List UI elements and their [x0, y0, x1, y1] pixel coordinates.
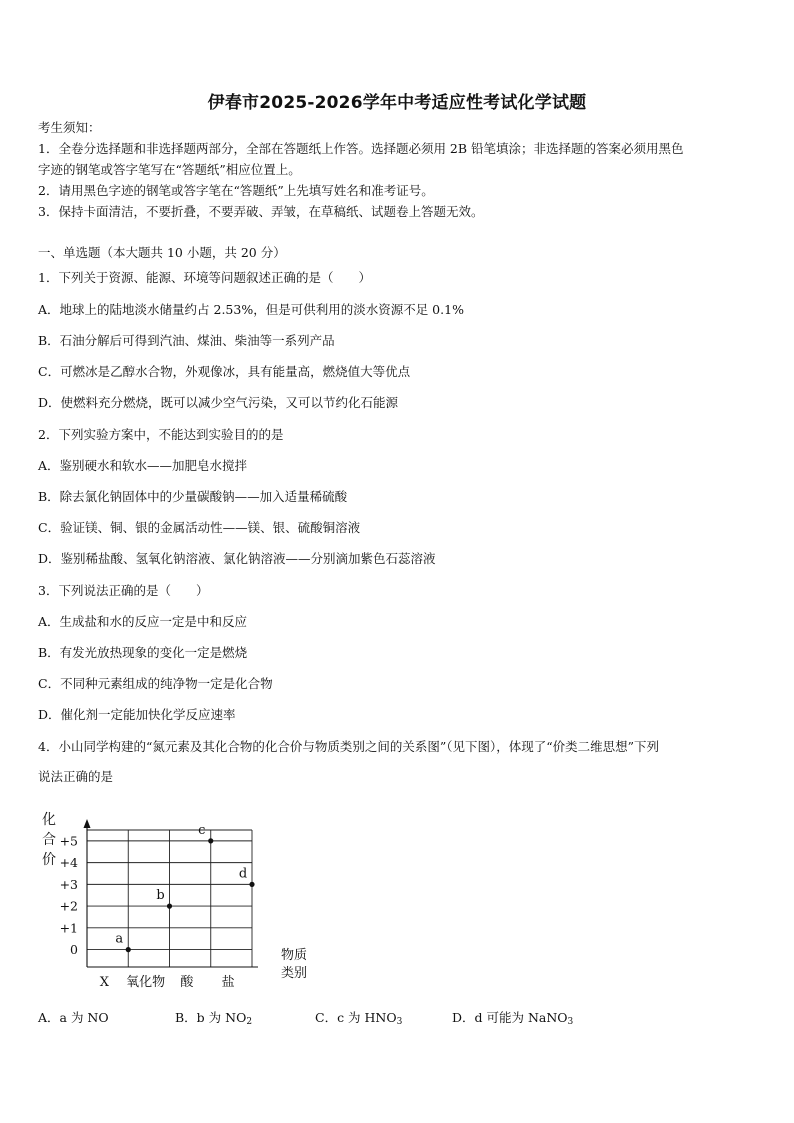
data-point-label: c — [198, 822, 206, 838]
question-stem: 1．下列关于资源、能源、环境等问题叙述正确的是（ ） — [38, 270, 371, 285]
data-point — [208, 838, 213, 843]
section-heading: 一、单选题（本大题共 10 小题，共 20 分） — [38, 245, 286, 260]
valence-category-chart — [30, 800, 330, 995]
x-tick-label: X — [99, 975, 109, 990]
data-point-label: d — [238, 866, 248, 882]
option-d[interactable]: D．d 可能为 NaNO$_3$ — [452, 1010, 574, 1027]
x-axis-label: 物质 — [280, 948, 308, 963]
y-axis-arrow — [84, 819, 91, 828]
question-option: B．石油分解后可得到汽油、煤油、柴油等一系列产品 — [38, 333, 335, 348]
data-point-label: b — [156, 888, 165, 904]
data-point — [126, 947, 131, 952]
y-tick-label: +3 — [59, 876, 78, 892]
option-b[interactable]: B．b 为 $NO_2$ — [175, 1010, 253, 1027]
x-tick-label: 氧化物 — [126, 975, 166, 990]
y-axis-label: 化 — [42, 812, 56, 828]
notice-item: 3．保持卡面清洁，不要折叠，不要弄破、弄皱，在草稿纸、试题卷上答题无效。 — [38, 204, 484, 219]
question-stem: 3．下列说法正确的是（ ） — [38, 583, 209, 598]
notice-item: 字迹的钢笔或答字笔写在“答题纸”相应位置上。 — [38, 162, 301, 177]
question-option: A．生成盐和水的反应一定是中和反应 — [38, 614, 248, 629]
x-tick-label: 盐 — [221, 975, 235, 990]
question-option: C．不同种元素组成的纯净物一定是化合物 — [38, 676, 273, 691]
option-c[interactable]: C．c 为 $HNO_3$ — [315, 1010, 403, 1027]
y-axis-label: 价 — [42, 852, 56, 868]
y-tick-label: 0 — [70, 942, 78, 958]
question-option: A．地球上的陆地淡水储量约占 2.53%，但是可供利用的淡水资源不足 0.1% — [38, 302, 464, 317]
question-option: A．鉴别硬水和软水——加肥皂水搅拌 — [38, 458, 248, 473]
page-title: 伊春市2025-2026学年中考适应性考试化学试题 — [207, 93, 587, 113]
question-stem: 2．下列实验方案中，不能达到实验目的的是 — [38, 427, 284, 442]
x-tick-label: 酸 — [180, 975, 194, 990]
y-tick-label: +2 — [59, 898, 78, 914]
notice-item: 2．请用黑色字迹的钢笔或答字笔在“答题纸”上先填写姓名和准考证号。 — [38, 183, 434, 198]
option-a[interactable]: A．a 为 NO — [38, 1010, 109, 1025]
notice-item: 1．全卷分选择题和非选择题两部分，全部在答题纸上作答。选择题必须用 2B 铅笔填涂；非选择题的答案必须用黑色 — [38, 141, 684, 156]
question-option: B．除去氯化钠固体中的少量碳酸钠——加入适量稀硫酸 — [38, 489, 348, 504]
notice-heading: 考生须知： — [38, 120, 101, 135]
y-tick-label: +5 — [59, 833, 78, 849]
data-point — [249, 882, 254, 887]
question-stem-continued: 说法正确的是 — [38, 769, 114, 784]
question-option: C．验证镁、铜、银的金属活动性——镁、银、硫酸铜溶液 — [38, 520, 361, 535]
question-option: D．使燃料充分燃烧，既可以减少空气污染，又可以节约化石能源 — [38, 395, 399, 410]
question-option: D．鉴别稀盐酸、氢氧化钠溶液、氯化钠溶液——分别滴加紫色石蕊溶液 — [38, 551, 436, 566]
question-stem: 4．小山同学构建的“氮元素及其化合物的化合价与物质类别之间的关系图”（见下图），体现了“价类二维思想”下列 — [38, 739, 660, 754]
x-axis-label: 类别 — [280, 966, 308, 981]
question-option: C．可燃冰是乙醇水合物，外观像冰，具有能量高，燃烧值大等优点 — [38, 364, 411, 379]
data-point — [167, 904, 172, 909]
data-point-label: a — [115, 931, 124, 947]
question-option: B．有发光放热现象的变化一定是燃烧 — [38, 645, 248, 660]
question-option: D．催化剂一定能加快化学反应速率 — [38, 707, 236, 722]
y-tick-label: +1 — [59, 920, 78, 936]
y-axis-label: 合 — [42, 832, 56, 848]
y-tick-label: +4 — [59, 855, 78, 871]
